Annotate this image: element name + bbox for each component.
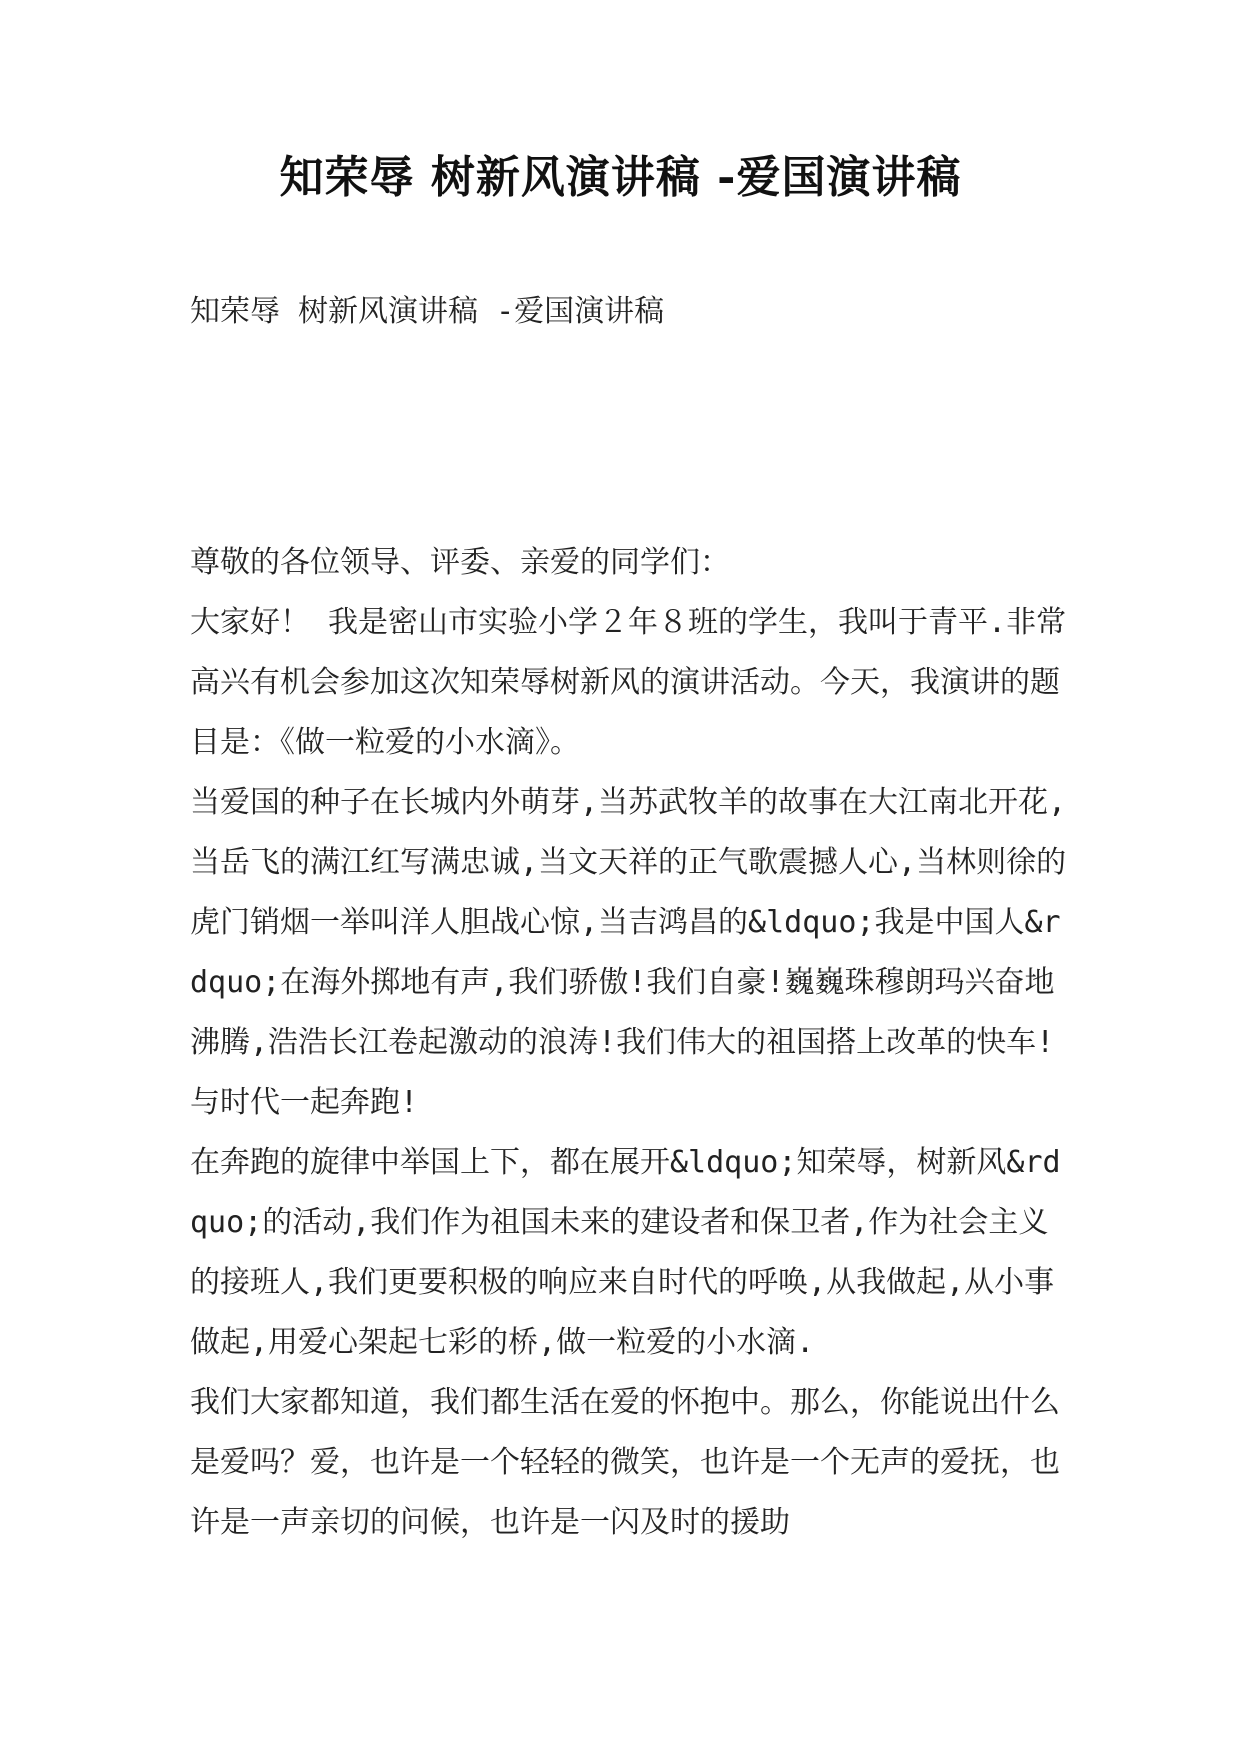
- paragraph-campaign: 在奔跑的旋律中举国上下，都在展开&ldquo;知荣辱，树新风&rdquo;的活动,我们作为祖国未来的建设者和保卫者,作为社会主义的接班人,我们更要积极的响应来自时代的呼唤,从我做起,从小事做起,用爱心架起七彩的桥,做一粒爱的小水滴.: [190, 1145, 1061, 1360]
- paragraph-intro: 大家好！ 我是密山市实验小学２年８班的学生，我叫于青平.非常高兴有机会参加这次知荣辱树新风的演讲活动。今天，我演讲的题目是：《做一粒爱的小水滴》。: [190, 605, 1067, 760]
- document-subtitle: 知荣辱 树新风演讲稿 -爱国演讲稿: [190, 294, 665, 329]
- paragraph-love: 我们大家都知道，我们都生活在爱的怀抱中。那么，你能说出什么是爱吗？爱，也许是一个轻轻的微笑，也许是一个无声的爱抚，也许是一声亲切的问候，也许是一闪及时的援助: [190, 1385, 1060, 1540]
- paragraph-patriotism: 当爱国的种子在长城内外萌芽,当苏武牧羊的故事在大江南北开花,当岳飞的满江红写满忠诚,当文天祥的正气歌震撼人心,当林则徐的虎门销烟一举叫洋人胆战心惊,当吉鸿昌的&ldquo;我是中国人&rdquo;在海外掷地有声,我们骄傲!我们自豪!巍巍珠穆朗玛兴奋地沸腾,浩浩长江卷起激动的浪涛!我们伟大的祖国搭上改革的快车!与时代一起奔跑!: [190, 785, 1067, 1120]
- document-title: 知荣辱 树新风演讲稿 -爱国演讲稿: [279, 152, 962, 203]
- paragraph-greeting: 尊敬的各位领导、评委、亲爱的同学们：: [190, 545, 730, 580]
- document-body: [190, 533, 1070, 1553]
